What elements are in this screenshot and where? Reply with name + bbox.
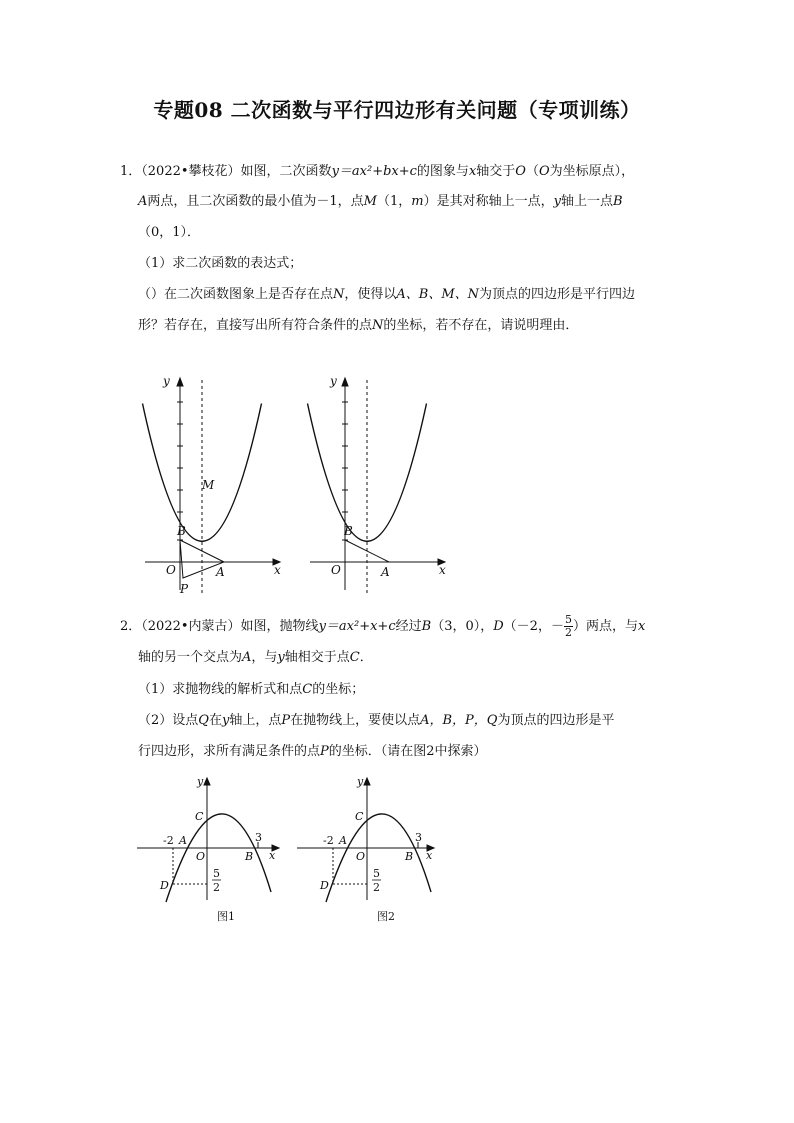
- q1-text: 的坐标，若不存在，请说明理由．: [383, 318, 579, 333]
- q2-figure-2: [295, 772, 445, 928]
- point-a-label: A: [179, 834, 187, 847]
- q1-source: （2022•攀枝花）: [141, 164, 241, 179]
- q2-part-1: [138, 680, 364, 700]
- y-label: y: [197, 775, 204, 788]
- origin-label: O: [196, 850, 206, 863]
- q1-text: （: [525, 164, 539, 179]
- q2-var: C: [302, 682, 313, 697]
- q1-figure-2: [305, 370, 455, 600]
- x-label: x: [274, 563, 281, 577]
- point-b-label: B: [177, 524, 186, 538]
- origin-label: O: [331, 563, 341, 577]
- q1-text: ，使得以: [344, 287, 397, 302]
- q2-part-2-cont: [138, 742, 487, 762]
- point-p-label: P: [180, 582, 189, 596]
- point-b-label: B: [344, 524, 353, 538]
- q1-var: x: [468, 164, 477, 179]
- q1-text: （1，: [376, 194, 412, 209]
- frac-num: 5: [213, 867, 220, 880]
- y-label: y: [163, 374, 170, 388]
- q2-text: 在抛物线上，要使以点: [290, 713, 421, 728]
- q1-line-3: （0，1）．: [138, 225, 201, 240]
- figure-caption: 图1: [217, 910, 235, 923]
- q1-text: （）在二次函数图象上是否存在点: [138, 287, 334, 302]
- q2-var: Q: [198, 713, 209, 728]
- point-a-label: A: [216, 565, 225, 579]
- q1-text: 轴上一点: [560, 194, 613, 209]
- q1-var: y: [553, 194, 561, 209]
- q1-text: 如图，二次函数: [240, 164, 332, 179]
- q2-line-2: [138, 648, 373, 668]
- y-axis-arrow: [364, 778, 370, 785]
- q2-var: B: [421, 619, 432, 634]
- frac-den: 2: [373, 881, 380, 894]
- origin-label: O: [356, 850, 366, 863]
- q2-text: 的坐标．（请在图2中探索）: [328, 744, 487, 759]
- q2-var: D: [493, 619, 504, 634]
- q1-var: B: [612, 194, 623, 209]
- fraction-numerator: 5: [564, 613, 572, 626]
- q2-text: 轴相交于点: [284, 650, 350, 665]
- fraction-denominator: 2: [564, 626, 572, 639]
- point-c-label: C: [195, 810, 204, 823]
- q1-var: m: [411, 194, 424, 209]
- point-d-label: D: [320, 879, 329, 892]
- q2-text: 轴上，点: [229, 713, 282, 728]
- q2-text: 行四边形，求所有满足条件的点: [138, 744, 321, 759]
- point-c-label: C: [355, 810, 364, 823]
- q2-text: （1）求抛物线的解析式和点: [138, 682, 303, 697]
- q2-text: 为顶点的四边形是平: [497, 713, 615, 728]
- q1-figure-1: [140, 370, 290, 600]
- q1-part-1: （1）求二次函数的表达式；: [138, 256, 303, 271]
- fraction: [564, 614, 573, 639]
- q1-text: 为坐标原点），: [549, 164, 635, 179]
- q2-var: A，B，P，Q: [420, 713, 498, 728]
- q1-part-2: [138, 285, 635, 305]
- q1-line-1: [120, 162, 634, 182]
- tick-label-3: 3: [415, 831, 422, 844]
- point-m-label: M: [202, 478, 215, 492]
- q2-part-2: [138, 711, 614, 731]
- y-label: y: [357, 775, 364, 788]
- q2-text: ）两点，与: [572, 619, 638, 634]
- q1-text: ）是其对称轴上一点，: [423, 194, 554, 209]
- q1-var: M: [363, 194, 377, 209]
- point-a-label: A: [339, 834, 347, 847]
- point-b-label: B: [245, 850, 254, 863]
- q2-number: 2．: [120, 619, 142, 634]
- q2-text: （2）设点: [138, 713, 199, 728]
- point-b-label: B: [405, 850, 414, 863]
- q1-var: O: [515, 164, 526, 179]
- q2-var: P: [281, 713, 291, 728]
- y-axis-arrow: [177, 378, 183, 386]
- q2-source: （2022•内蒙古）: [141, 619, 241, 634]
- q2-text: 轴的另一个交点为: [138, 650, 243, 665]
- q2-text: ．: [359, 650, 373, 665]
- q2-line-1: [120, 612, 645, 642]
- q2-text: 经过: [395, 619, 422, 634]
- q2-var: y: [277, 650, 285, 665]
- q1-text: 形？若存在，直接写出所有符合条件的点: [138, 318, 373, 333]
- x-label: x: [439, 563, 446, 577]
- page-title: 专题08 二次函数与平行四边形有关问题（专项训练）: [153, 98, 641, 122]
- x-label: x: [269, 849, 276, 862]
- q2-text: 在: [208, 713, 222, 728]
- q1-text: 为顶点的四边形是平行四边: [479, 287, 636, 302]
- q1-var: O: [538, 164, 550, 179]
- q2-formula: y＝ax²+x+c: [318, 619, 396, 634]
- q2-var: A: [242, 650, 252, 665]
- frac-den: 2: [213, 881, 220, 894]
- y-axis-arrow: [342, 378, 348, 386]
- origin-label: O: [166, 563, 176, 577]
- q2-var: y: [221, 713, 230, 728]
- frac-num: 5: [373, 867, 380, 880]
- tick-label-neg2: -2: [163, 834, 174, 847]
- q1-var: N: [333, 287, 345, 302]
- point-a-label: A: [381, 565, 390, 579]
- q1-text: 的图象与: [416, 164, 469, 179]
- q1-text: 轴交于: [476, 164, 516, 179]
- q1-part-2-cont: [138, 316, 578, 336]
- q2-var: x: [637, 619, 646, 634]
- q2-text: （3，0），: [431, 619, 494, 634]
- q2-text: 的坐标；: [312, 682, 365, 697]
- q1-formula: y＝ax²+bx+c: [331, 164, 417, 179]
- q1-line-2: [138, 192, 623, 212]
- q2-var: P: [320, 744, 329, 759]
- q1-var: A: [138, 194, 148, 209]
- q2-text: ，与: [251, 650, 278, 665]
- q1-number: 1．: [120, 164, 142, 179]
- tick-label-neg2: -2: [323, 834, 334, 847]
- q2-var: C: [349, 650, 360, 665]
- q1-text: 两点，且二次函数的最小值为－1，点: [147, 194, 364, 209]
- q2-text: （－2，－: [503, 619, 564, 634]
- y-axis-arrow: [204, 778, 210, 785]
- tick-label-3: 3: [255, 831, 262, 844]
- point-d-label: D: [160, 879, 169, 892]
- q1-var: A、B、M、N: [396, 287, 480, 302]
- q2-figure-1: [135, 772, 285, 928]
- figure-caption: 图2: [377, 910, 395, 923]
- y-label: y: [330, 374, 337, 388]
- q2-text: 如图，抛物线: [240, 619, 319, 634]
- x-label: x: [426, 849, 433, 862]
- q1-var: N: [372, 318, 384, 333]
